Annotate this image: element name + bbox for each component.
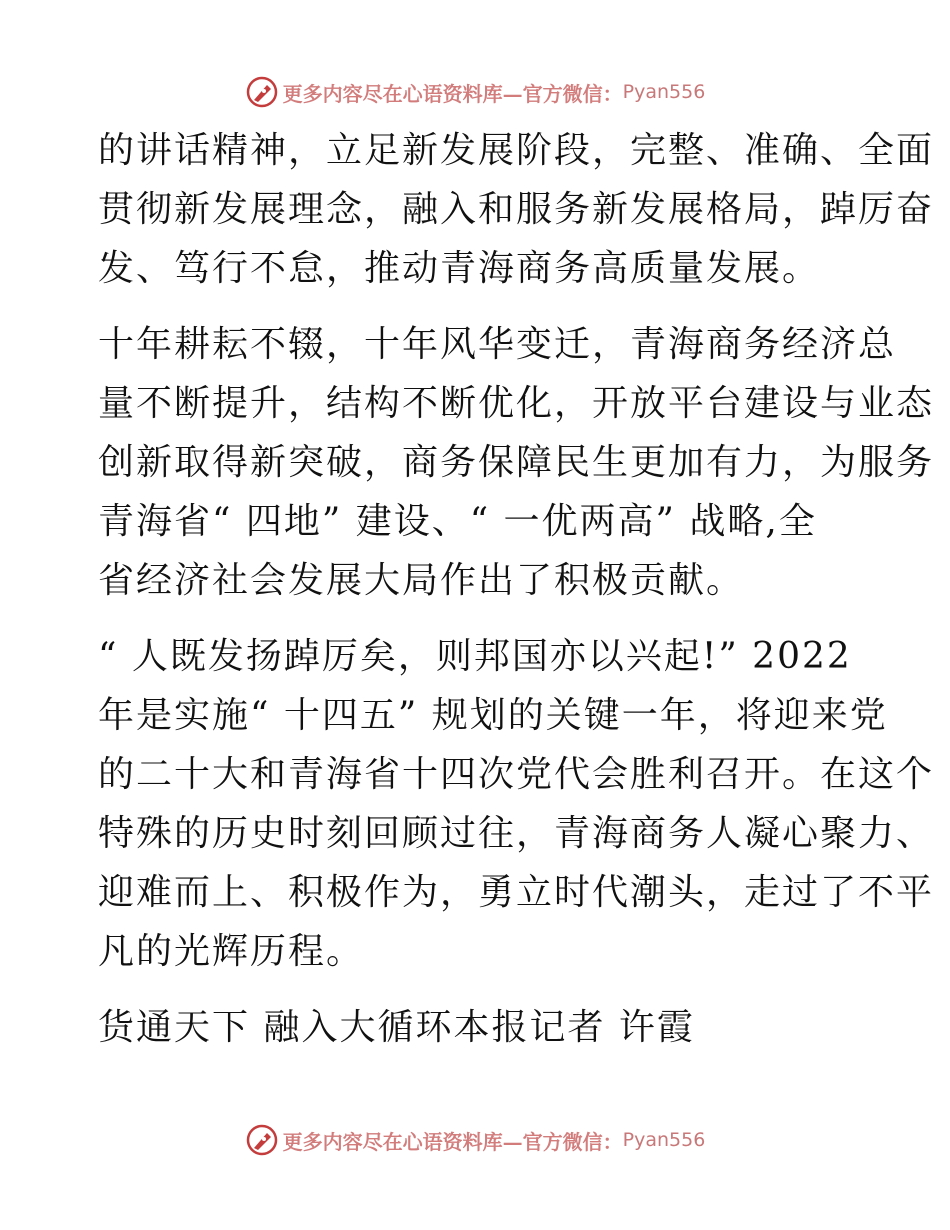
- text-line: 的二十大和青海省十四次党代会胜利召开。在这个: [98, 754, 935, 795]
- text-line: 迎难而上、积极作为，勇立时代潮头，走过了不平: [98, 872, 935, 913]
- text-line: 凡的光辉历程。: [98, 931, 365, 972]
- watermark-account: Pyan556: [622, 1129, 706, 1151]
- text-line: 青海省“ 四地” 建设、“ 一优两高” 战略,全: [98, 501, 817, 542]
- document-body: [98, 121, 935, 1074]
- text-line: “ 人既发扬踔厉矣，则邦国亦以兴起!” 2022: [98, 636, 852, 677]
- pen-nib-logo-icon: [245, 1123, 279, 1157]
- text-line: 创新取得新突破，商务保障民生更加有力，为服务: [98, 442, 935, 483]
- headline-byline: [98, 998, 858, 1057]
- watermark-text: 更多内容尽在心语资料库—官方微信：: [282, 81, 623, 106]
- text-line: 的讲话精神，立足新发展阶段，完整、准确、全面: [98, 130, 935, 171]
- text-line: 年是实施“ 十四五” 规划的关键一年，将迎来党: [98, 695, 888, 736]
- header-watermark: [0, 72, 950, 112]
- watermark-text: 更多内容尽在心语资料库—官方微信：: [282, 1129, 623, 1154]
- text-line: 省经济社会发展大局作出了积极贡献。: [98, 560, 745, 601]
- text-line: 特殊的历史时刻回顾过往，青海商务人凝心聚力、: [98, 813, 935, 854]
- text-line: 量不断提升，结构不断优化，开放平台建设与业态: [98, 383, 935, 424]
- text-line: 发、笃行不怠，推动青海商务高质量发展。: [98, 248, 821, 289]
- paragraph-1: [98, 121, 935, 298]
- text-line: 十年耕耘不辍，十年风华变迁，青海商务经济总: [98, 324, 897, 365]
- paragraph-3: [98, 627, 935, 981]
- watermark-account: Pyan556: [622, 81, 706, 103]
- footer-watermark: [0, 1120, 950, 1160]
- pen-nib-logo-icon: [245, 75, 279, 109]
- text-line: 贯彻新发展理念，融入和服务新发展格局，踔厉奋: [98, 189, 935, 230]
- paragraph-2: [98, 315, 935, 610]
- text-line: 货通天下 融入大循环本报记者 许霞: [98, 1007, 695, 1048]
